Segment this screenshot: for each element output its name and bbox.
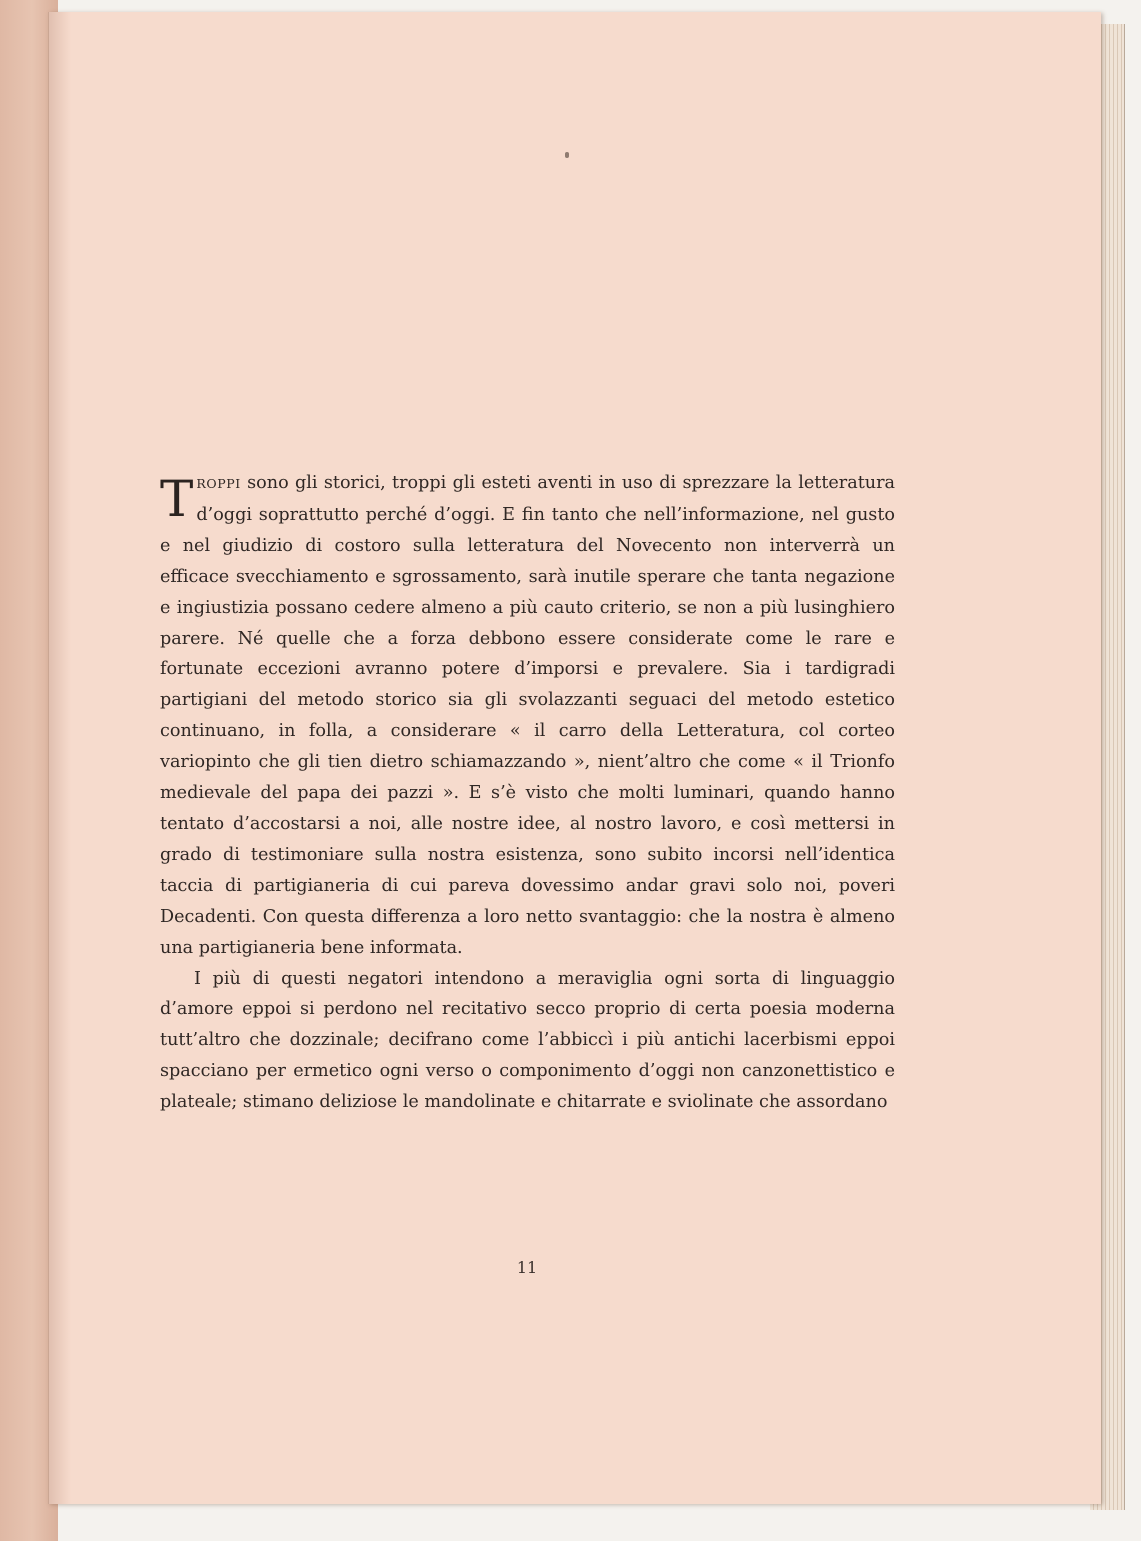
body-text <box>160 468 895 1118</box>
opening-smallcaps: ROPPI <box>196 476 241 491</box>
spine-shadow <box>49 12 71 1504</box>
paragraph-1-text: sono gli storici, troppi gli esteti aventi in uso di sprezzare la letteratura d’oggi soprattutto perché d’oggi. E fin tanto che nell’informazione, nel gusto e nel giudizio di costoro sulla letteratura del Novecento non interverrà un efficace svecchiamento e sgrossamento, sarà inutile sperare che tanta negazione e ingiustizia possano cedere almeno a più cauto criterio, se non a più lusinghiero parere. Né quelle che a forza debbono essere considerate come le rare e fortunate eccezioni avranno potere d’imporsi e prevalere. Sia i tardigradi partigiani del metodo storico sia gli svolazzanti seguaci del metodo estetico continuano, in folla, a considerare « il carro della Letteratura, col corteo variopinto che gli tien dietro schiamazzando », nient’altro che come « il Trionfo medievale del papa dei pazzi ». E s’è visto che molti luminari, quando hanno tentato d’accostarsi a noi, alle nostre idee, al nostro lavoro, e così mettersi in grado di testimoniare sulla nostra esistenza, sono subito incorsi nell’identica taccia di partigianeria di cui pareva dovessimo andar gravi solo noi, poveri Decadenti. Con questa differenza a loro netto svantaggio: che la nostra è almeno una partigianeria bene informata. <box>160 473 895 958</box>
book-page <box>48 12 1101 1504</box>
paragraph-2: I più di questi negatori intendono a meraviglia ogni sorta di linguaggio d’amore eppoi si perdono nel recitativo secco proprio di certa poesia moderna tutt’altro che dozzinale; decifrano come l’abbiccì i più antichi lacerbismi eppoi spacciano per ermetico ogni verso o componimento d’oggi non canzonettistico e plateale; stimano deliziose le mandolinate e chitarrate e sviolinate che assordano <box>160 968 895 1113</box>
drop-cap: T <box>160 470 194 528</box>
page-number: 11 <box>516 1258 538 1277</box>
paper-speck <box>565 152 569 158</box>
paragraph-1 <box>160 468 895 964</box>
